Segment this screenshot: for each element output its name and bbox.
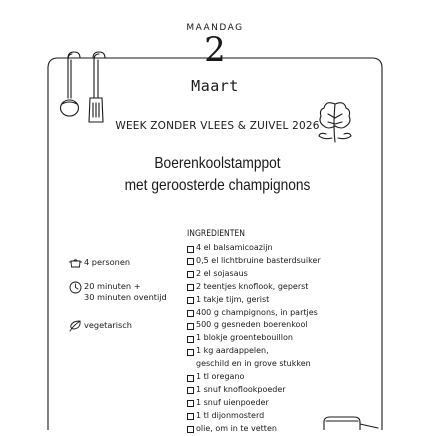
- clock-icon: [69, 281, 82, 294]
- ingredient-item: 0,5 el lichtbruine basterdsuiker: [187, 255, 347, 268]
- ingredients-heading: INGREDIENTEN: [187, 229, 245, 239]
- ingredient-item: 1 tl oregano: [187, 371, 347, 384]
- ingredient-item: 1 tl dijonmosterd: [187, 410, 347, 423]
- weekday-label: MAANDAG: [186, 23, 244, 33]
- ingredient-item: 1 snuf knoflookpoeder: [187, 384, 347, 397]
- time-text: [84, 281, 204, 303]
- ingredient-item: 2 el sojasaus: [187, 268, 347, 281]
- week-title: WEEK ZONDER VLEES & ZUIVEL 2026: [115, 120, 320, 132]
- diet-text: vegetarisch: [84, 320, 132, 330]
- time-line-2: 30 minuten oventijd: [84, 292, 167, 302]
- ingredient-item: 1 takje tijm, gerist: [187, 294, 347, 307]
- ingredient-item: 4 el balsamicoazijn: [187, 242, 347, 255]
- ingredient-item: 1 blokje groentebouillon: [187, 332, 347, 345]
- time-line-1: 20 minuten +: [84, 281, 141, 291]
- month-label: Maart: [191, 77, 239, 95]
- ingredient-item: geschild en in grove stukken: [196, 359, 311, 369]
- ingredient-item: 1 snuf uienpoeder: [187, 397, 347, 410]
- ingredients-list: [187, 242, 347, 436]
- ingredient-item: 400 g champignons, in partjes: [187, 307, 347, 320]
- ingredient-item: 500 g gesneden boerenkool: [187, 319, 347, 332]
- ingredient-item: 2 teentjes knoflook, geperst: [187, 281, 347, 294]
- leaf-icon: [69, 320, 82, 332]
- recipe-title-line-2: met geroosterde champignons: [124, 177, 311, 194]
- ingredient-item: 1 kg aardappelen,: [187, 345, 347, 358]
- recipe-title: [112, 153, 323, 197]
- ingredient-item: olie, om in te vetten: [187, 423, 347, 436]
- recipe-title-line-1: Boerenkoolstamppot: [154, 155, 281, 172]
- servings-text: 4 personen: [84, 257, 131, 267]
- cooking-pot-icon: [69, 257, 82, 268]
- day-number: 2: [204, 30, 226, 70]
